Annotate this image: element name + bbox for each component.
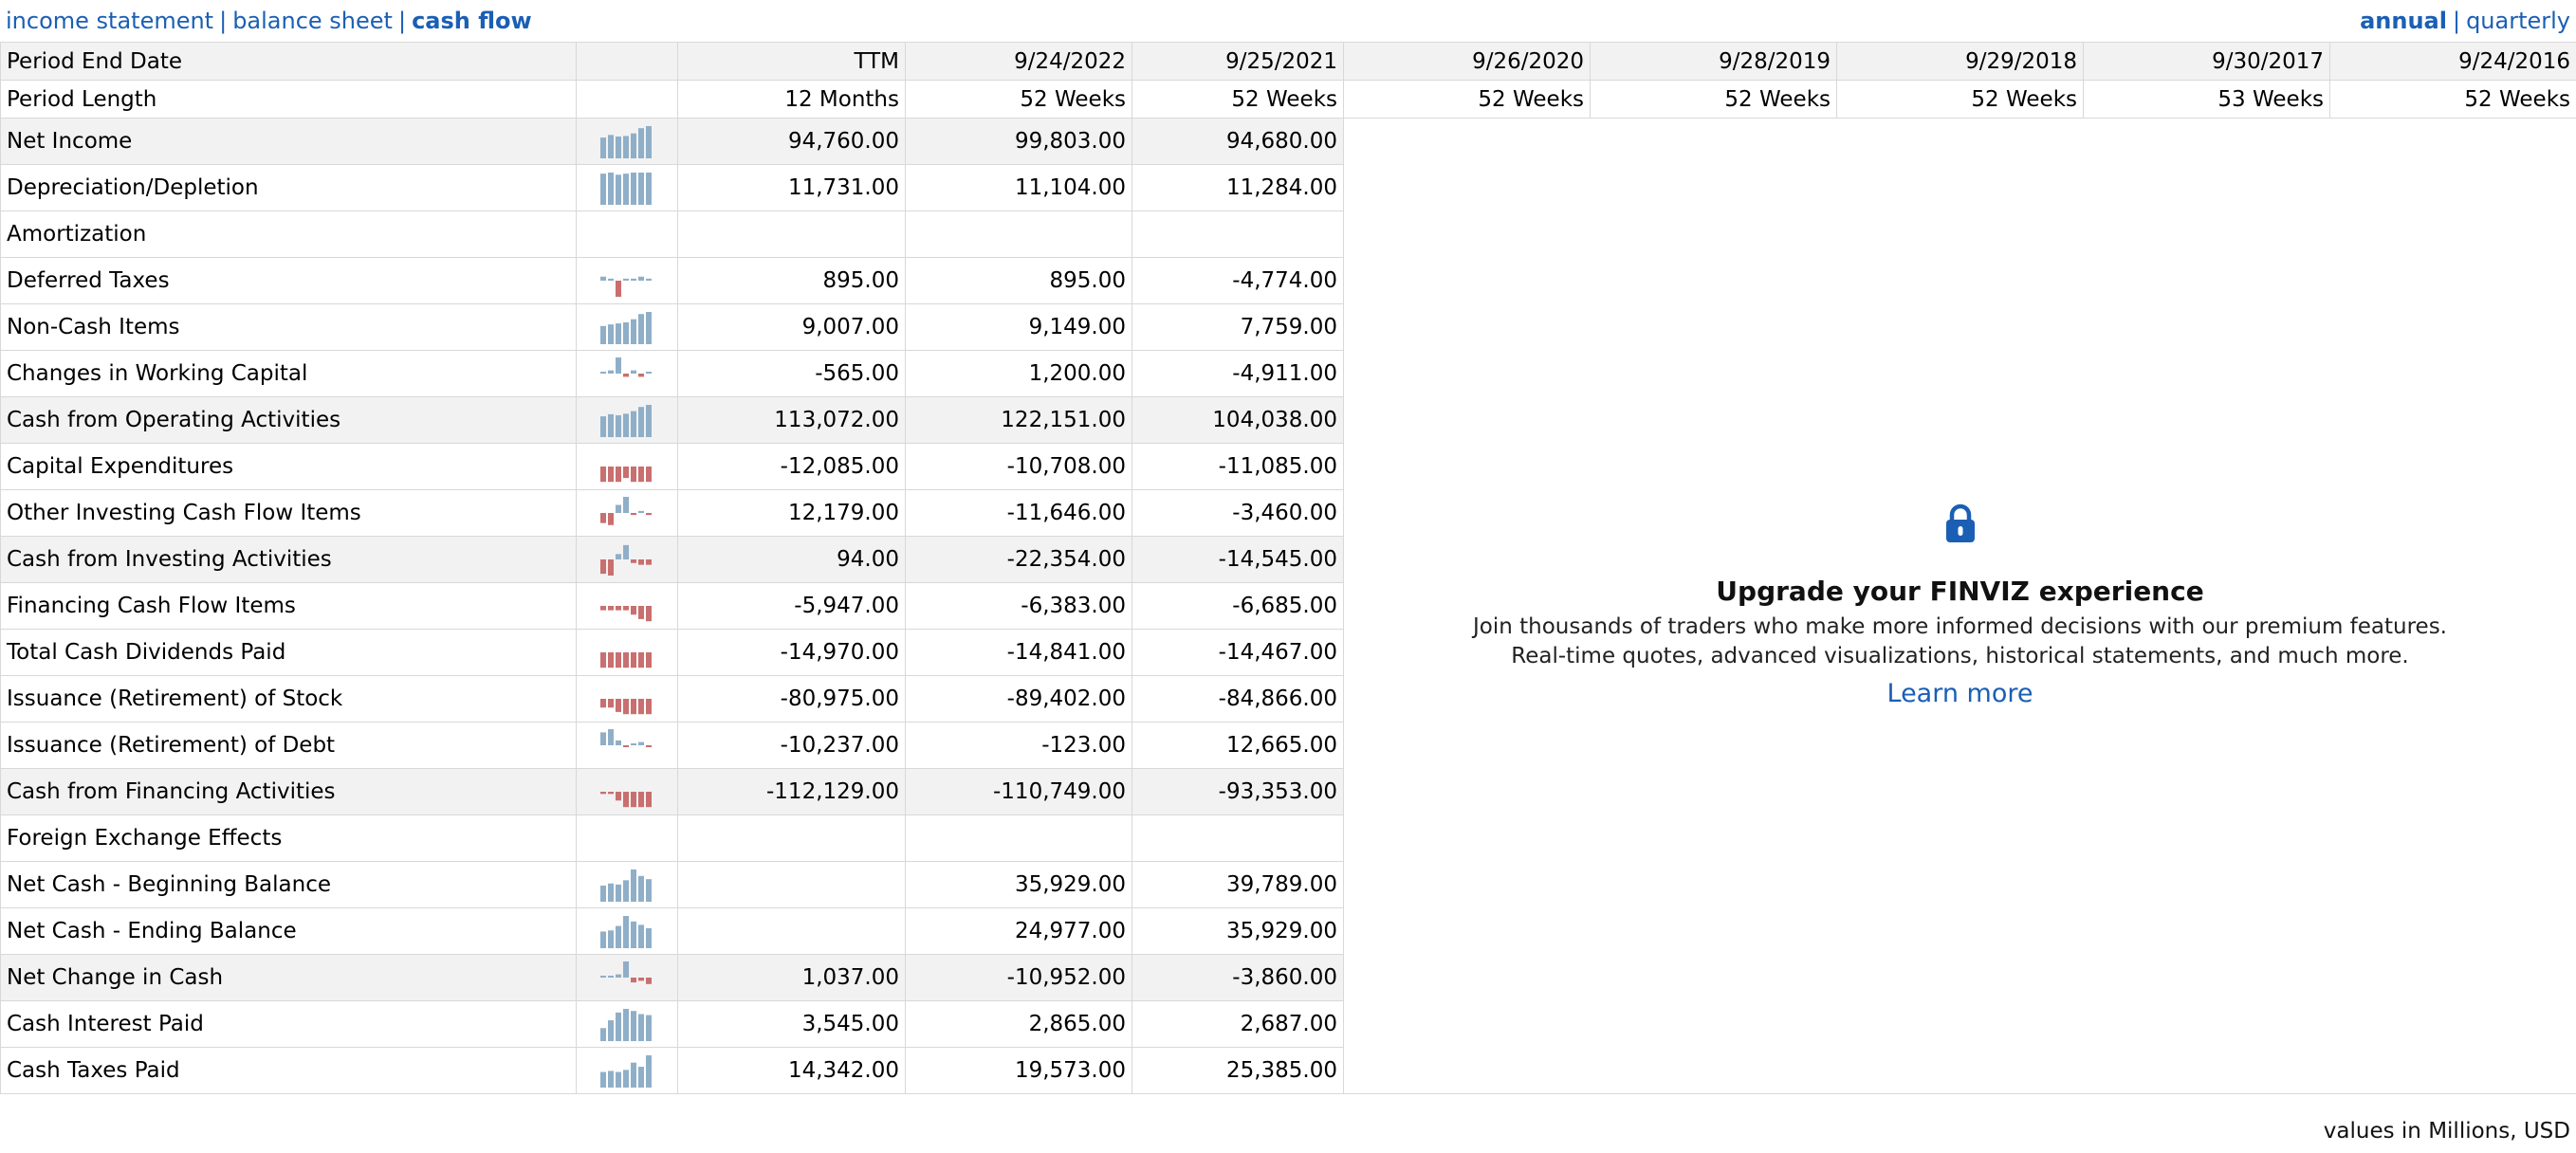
spark-bar [638, 924, 644, 948]
spark-bar [616, 415, 621, 437]
sparkline-chart [600, 868, 653, 902]
spark-bar [623, 467, 629, 478]
row-label: Changes in Working Capital [1, 351, 577, 397]
spark-bar [623, 545, 629, 559]
sparkline-chart [600, 310, 653, 344]
cash-flow-link[interactable]: cash flow [412, 8, 532, 34]
value-cell: 11,731.00 [678, 165, 906, 211]
value-cell: 2,687.00 [1132, 1001, 1344, 1048]
spark-bar [638, 559, 644, 565]
spark-bar [623, 916, 629, 948]
spark-bar [646, 467, 652, 482]
sparkline-cell[interactable] [577, 583, 678, 630]
spark-bar [631, 652, 636, 668]
value-cell: 14,342.00 [678, 1048, 906, 1094]
spark-bar [638, 314, 644, 344]
spark-bar [631, 371, 636, 374]
spark-bar [623, 322, 629, 344]
spark-bar [608, 173, 614, 205]
sparkline-chart [600, 914, 653, 948]
spark-bar [646, 513, 652, 515]
header-cell: 9/28/2019 [1591, 43, 1837, 81]
spark-bar [616, 926, 621, 948]
value-cell: -10,237.00 [678, 723, 906, 769]
sparkline-cell[interactable] [577, 723, 678, 769]
spark-bar [600, 1028, 606, 1041]
value-cell: -112,129.00 [678, 769, 906, 815]
spark-header-cell [577, 81, 678, 119]
spark-bar [646, 1055, 652, 1088]
value-cell: 35,929.00 [1132, 908, 1344, 955]
value-cell: -4,774.00 [1132, 258, 1344, 304]
row-label: Net Cash - Beginning Balance [1, 862, 577, 908]
row-label: Issuance (Retirement) of Debt [1, 723, 577, 769]
sparkline-cell[interactable] [577, 351, 678, 397]
spark-bar [608, 792, 614, 794]
spark-bar [623, 961, 629, 978]
value-cell: -3,460.00 [1132, 490, 1344, 537]
spark-bar [631, 320, 636, 344]
spark-bar [631, 467, 636, 482]
spark-bar [608, 324, 614, 344]
value-cell: 12,665.00 [1132, 723, 1344, 769]
value-cell: 24,977.00 [906, 908, 1132, 955]
row-label: Depreciation/Depletion [1, 165, 577, 211]
sparkline-cell[interactable] [577, 676, 678, 723]
sparkline-cell[interactable] [577, 908, 678, 955]
value-cell: -89,402.00 [906, 676, 1132, 723]
value-cell: 99,803.00 [906, 119, 1132, 165]
spark-bar [623, 745, 629, 747]
spark-bar [623, 606, 629, 611]
spark-bar [623, 1009, 629, 1041]
spark-bar [623, 699, 629, 714]
value-cell: -93,353.00 [1132, 769, 1344, 815]
sparkline-chart [600, 635, 653, 669]
header-cell: 9/24/2016 [2330, 43, 2576, 81]
header-cell: 52 Weeks [2330, 81, 2576, 119]
row-label: Net Cash - Ending Balance [1, 908, 577, 955]
spark-bar [623, 136, 629, 158]
header-cell: 52 Weeks [1132, 81, 1344, 119]
spark-bar [631, 559, 636, 563]
value-cell [906, 211, 1132, 258]
value-cell [678, 815, 906, 862]
spark-bar [623, 497, 629, 513]
value-cell: 19,573.00 [906, 1048, 1132, 1094]
sparkline-chart [600, 961, 653, 995]
spark-bar [600, 372, 606, 374]
spark-bar [608, 279, 614, 281]
header-cell: 9/30/2017 [2084, 43, 2330, 81]
value-cell: -80,975.00 [678, 676, 906, 723]
spark-bar [600, 1072, 606, 1088]
value-cell: 12,179.00 [678, 490, 906, 537]
value-cell: 9,007.00 [678, 304, 906, 351]
spark-bar [631, 1011, 636, 1041]
sparkline-cell[interactable] [577, 862, 678, 908]
spark-bar [616, 606, 621, 611]
spark-bar [631, 412, 636, 437]
table-row [1, 119, 2576, 165]
spark-bar [631, 869, 636, 902]
upgrade-title: Upgrade your FINVIZ experience [1716, 576, 2204, 607]
balance-sheet-link[interactable]: balance sheet [232, 8, 393, 34]
spark-bar [638, 792, 644, 807]
spark-bar [638, 606, 644, 619]
spark-bar [631, 1063, 636, 1088]
spark-bar [646, 559, 652, 565]
spark-bar [638, 511, 644, 513]
spark-bar [638, 277, 644, 281]
spark-bar [631, 699, 636, 714]
spark-bar [600, 699, 606, 707]
spark-bar [600, 559, 606, 574]
spark-bar [616, 1013, 621, 1041]
value-cell: 1,037.00 [678, 955, 906, 1001]
spark-bar [600, 792, 606, 794]
annual-link[interactable]: annual [2360, 8, 2447, 34]
sparkline-chart [600, 589, 653, 623]
spark-bar [608, 884, 614, 902]
spark-bar [646, 879, 652, 902]
sparkline-chart [600, 449, 653, 484]
spark-bar [646, 126, 652, 158]
spark-bar [616, 975, 621, 978]
spark-bar [646, 312, 652, 344]
value-cell: 2,865.00 [906, 1001, 1132, 1048]
spark-bar [623, 279, 629, 281]
value-cell [678, 908, 906, 955]
value-cell: -123.00 [906, 723, 1132, 769]
value-cell: -14,841.00 [906, 630, 1132, 676]
sparkline-chart [600, 171, 653, 205]
value-cell: -4,911.00 [1132, 351, 1344, 397]
spark-bar [646, 173, 652, 205]
spark-bar [608, 371, 614, 374]
sparkline-chart [600, 1053, 653, 1088]
spark-bar [616, 174, 621, 205]
statement-nav [6, 6, 532, 36]
cash-flow-table [0, 42, 2576, 1094]
spark-bar [600, 976, 606, 978]
sparkline-chart [600, 264, 653, 298]
row-label: Total Cash Dividends Paid [1, 630, 577, 676]
sparkline-chart [600, 1007, 653, 1041]
sparkline-chart [600, 728, 653, 762]
value-cell: -6,685.00 [1132, 583, 1344, 630]
value-cell: -22,354.00 [906, 537, 1132, 583]
sparkline-cell[interactable] [577, 258, 678, 304]
lock-icon [1943, 503, 1978, 543]
value-cell: 3,545.00 [678, 1001, 906, 1048]
spark-bar [608, 1020, 614, 1041]
row-label: Period End Date [1, 43, 577, 81]
upgrade-panel [1344, 119, 2576, 1094]
spark-bar [646, 606, 652, 621]
value-cell: -6,383.00 [906, 583, 1132, 630]
spark-bar [600, 652, 606, 668]
spark-bar [600, 137, 606, 158]
value-cell: -14,545.00 [1132, 537, 1344, 583]
value-cell: 35,929.00 [906, 862, 1132, 908]
spark-bar [616, 323, 621, 344]
header-cell: 9/29/2018 [1837, 43, 2084, 81]
sparkline-cell[interactable] [577, 630, 678, 676]
spark-bar [600, 931, 606, 948]
spark-bar [623, 1070, 629, 1088]
sparkline-cell[interactable] [577, 490, 678, 537]
spark-bar [608, 1071, 614, 1088]
spark-bar [616, 792, 621, 800]
nav-separator: | [219, 8, 228, 34]
row-label: Capital Expenditures [1, 444, 577, 490]
spark-bar [646, 1016, 652, 1041]
value-cell: 94.00 [678, 537, 906, 583]
value-cell [678, 862, 906, 908]
spark-bar [638, 876, 644, 902]
spark-bar [616, 505, 621, 514]
period-end-row [1, 43, 2576, 81]
value-cell: 104,038.00 [1132, 397, 1344, 444]
spark-bar [608, 930, 614, 948]
header-cell: 52 Weeks [1591, 81, 1837, 119]
sparkline-cell[interactable] [577, 1048, 678, 1094]
sparkline-chart [600, 124, 653, 158]
spark-bar [600, 606, 606, 611]
spark-bar [638, 128, 644, 158]
sparkline-cell[interactable] [577, 165, 678, 211]
value-cell: 113,072.00 [678, 397, 906, 444]
row-label: Other Investing Cash Flow Items [1, 490, 577, 537]
value-cell: -565.00 [678, 351, 906, 397]
sparkline-cell[interactable] [577, 397, 678, 444]
spark-bar [631, 513, 636, 515]
value-cell: 25,385.00 [1132, 1048, 1344, 1094]
period-length-row [1, 81, 2576, 119]
spark-bar [600, 326, 606, 344]
header-cell: 9/24/2022 [906, 43, 1132, 81]
spark-bar [608, 976, 614, 978]
spark-bar [608, 729, 614, 745]
sparkline-chart [600, 542, 653, 576]
row-label: Cash from Operating Activities [1, 397, 577, 444]
sparkline-cell[interactable] [577, 304, 678, 351]
spark-bar [608, 467, 614, 482]
spark-bar [608, 513, 614, 525]
spark-bar [638, 1014, 644, 1041]
value-cell: -5,947.00 [678, 583, 906, 630]
spark-bar [646, 699, 652, 714]
spark-bar [600, 886, 606, 902]
row-label: Foreign Exchange Effects [1, 815, 577, 862]
spark-bar [638, 652, 644, 668]
sparkline-cell[interactable] [577, 769, 678, 815]
row-label: Cash from Investing Activities [1, 537, 577, 583]
value-cell: 11,104.00 [906, 165, 1132, 211]
spark-bar [623, 413, 629, 437]
spark-bar [616, 741, 621, 745]
row-label: Cash from Financing Activities [1, 769, 577, 815]
header-cell: 9/26/2020 [1344, 43, 1591, 81]
spark-bar [623, 652, 629, 668]
header-cell: 52 Weeks [1344, 81, 1591, 119]
spark-bar [638, 467, 644, 482]
row-label: Amortization [1, 211, 577, 258]
value-cell: 94,680.00 [1132, 119, 1344, 165]
spark-bar [638, 742, 644, 745]
spark-bar [608, 559, 614, 576]
spark-bar [631, 978, 636, 982]
spark-bar [600, 732, 606, 745]
sparkline-cell[interactable] [577, 1001, 678, 1048]
row-label: Net Change in Cash [1, 955, 577, 1001]
spark-bar [623, 374, 629, 376]
row-label: Issuance (Retirement) of Stock [1, 676, 577, 723]
spark-bar [600, 174, 606, 205]
spark-bar [638, 978, 644, 980]
spark-bar [631, 922, 636, 948]
value-cell: -14,970.00 [678, 630, 906, 676]
spark-bar [616, 281, 621, 297]
value-cell: -12,085.00 [678, 444, 906, 490]
spark-bar [646, 372, 652, 374]
header-cell: 52 Weeks [906, 81, 1132, 119]
upgrade-content [1350, 503, 2570, 708]
sparkline-cell[interactable] [577, 815, 678, 862]
value-cell: -14,467.00 [1132, 630, 1344, 676]
spark-bar [631, 606, 636, 614]
sparkline-cell[interactable] [577, 444, 678, 490]
upgrade-text-line1: Join thousands of traders who make more informed decisions with our premium features. [1473, 614, 2447, 639]
value-cell: -110,749.00 [906, 769, 1132, 815]
spark-bar [646, 928, 652, 948]
spark-bar [608, 414, 614, 437]
value-cell: 895.00 [906, 258, 1132, 304]
value-cell: 11,284.00 [1132, 165, 1344, 211]
value-cell: 94,760.00 [678, 119, 906, 165]
period-separator: | [2452, 8, 2461, 34]
row-label: Cash Interest Paid [1, 1001, 577, 1048]
spark-bar [631, 279, 636, 281]
spark-bar [631, 792, 636, 807]
sparkline-cell[interactable] [577, 119, 678, 165]
header-cell: 52 Weeks [1837, 81, 2084, 119]
value-cell: -10,708.00 [906, 444, 1132, 490]
spark-bar [646, 745, 652, 747]
sparkline-cell[interactable] [577, 537, 678, 583]
spark-bar [623, 174, 629, 205]
spark-bar [616, 885, 621, 902]
value-cell: 7,759.00 [1132, 304, 1344, 351]
value-cell: 39,789.00 [1132, 862, 1344, 908]
sparkline-chart [600, 357, 653, 391]
spark-bar [638, 407, 644, 437]
spark-bar [616, 1072, 621, 1088]
spark-bar [616, 467, 621, 482]
sparkline-chart [600, 775, 653, 809]
nav-separator: | [397, 8, 407, 34]
row-label: Non-Cash Items [1, 304, 577, 351]
spark-bar [608, 135, 614, 158]
spark-bar [608, 699, 614, 707]
sparkline-chart [600, 403, 653, 437]
spark-bar [638, 374, 644, 376]
header-cell: 9/25/2021 [1132, 43, 1344, 81]
row-label: Financing Cash Flow Items [1, 583, 577, 630]
spark-bar [616, 699, 621, 712]
spark-bar [608, 606, 614, 611]
spark-bar [623, 792, 629, 807]
header-cell: TTM [678, 43, 906, 81]
spark-bar [616, 357, 621, 374]
spark-bar [631, 173, 636, 205]
value-cell [1132, 211, 1344, 258]
value-cell: -11,646.00 [906, 490, 1132, 537]
row-label: Cash Taxes Paid [1, 1048, 577, 1094]
value-cell [1132, 815, 1344, 862]
row-label: Deferred Taxes [1, 258, 577, 304]
income-statement-link[interactable]: income statement [6, 8, 214, 34]
sparkline-cell[interactable] [577, 211, 678, 258]
spark-bar [631, 134, 636, 158]
upgrade-text-line2: Real-time quotes, advanced visualizations, historical statements, and much more. [1511, 644, 2409, 668]
units-footnote: values in Millions, USD [2323, 1119, 2570, 1144]
spark-bar [631, 743, 636, 745]
spark-bar [646, 405, 652, 437]
learn-more-link[interactable]: Learn more [1886, 679, 2033, 708]
value-cell: 895.00 [678, 258, 906, 304]
spark-bar [646, 792, 652, 807]
sparkline-chart [600, 682, 653, 716]
value-cell: -11,085.00 [1132, 444, 1344, 490]
value-cell: -84,866.00 [1132, 676, 1344, 723]
quarterly-link[interactable]: quarterly [2466, 8, 2570, 34]
spark-bar [600, 467, 606, 482]
spark-bar [600, 513, 606, 523]
spark-bar [616, 554, 621, 559]
value-cell [678, 211, 906, 258]
spark-bar [638, 1067, 644, 1088]
spark-bar [616, 137, 621, 158]
spark-bar [646, 652, 652, 668]
value-cell: -10,952.00 [906, 955, 1132, 1001]
row-label: Period Length [1, 81, 577, 119]
spark-bar [616, 652, 621, 668]
value-cell: -3,860.00 [1132, 955, 1344, 1001]
value-cell: 122,151.00 [906, 397, 1132, 444]
sparkline-chart [600, 496, 653, 530]
spark-bar [646, 978, 652, 984]
spark-bar [608, 652, 614, 668]
period-nav [2360, 6, 2570, 36]
sparkline-cell[interactable] [577, 955, 678, 1001]
header-cell: 53 Weeks [2084, 81, 2330, 119]
spark-bar [646, 279, 652, 281]
spark-bar [600, 416, 606, 437]
value-cell [906, 815, 1132, 862]
value-cell: 9,149.00 [906, 304, 1132, 351]
row-label: Net Income [1, 119, 577, 165]
value-cell: 1,200.00 [906, 351, 1132, 397]
spark-bar [638, 699, 644, 714]
spark-bar [638, 173, 644, 205]
spark-bar [623, 880, 629, 902]
spark-bar [600, 277, 606, 281]
spark-header-cell [577, 43, 678, 81]
header-cell: 12 Months [678, 81, 906, 119]
